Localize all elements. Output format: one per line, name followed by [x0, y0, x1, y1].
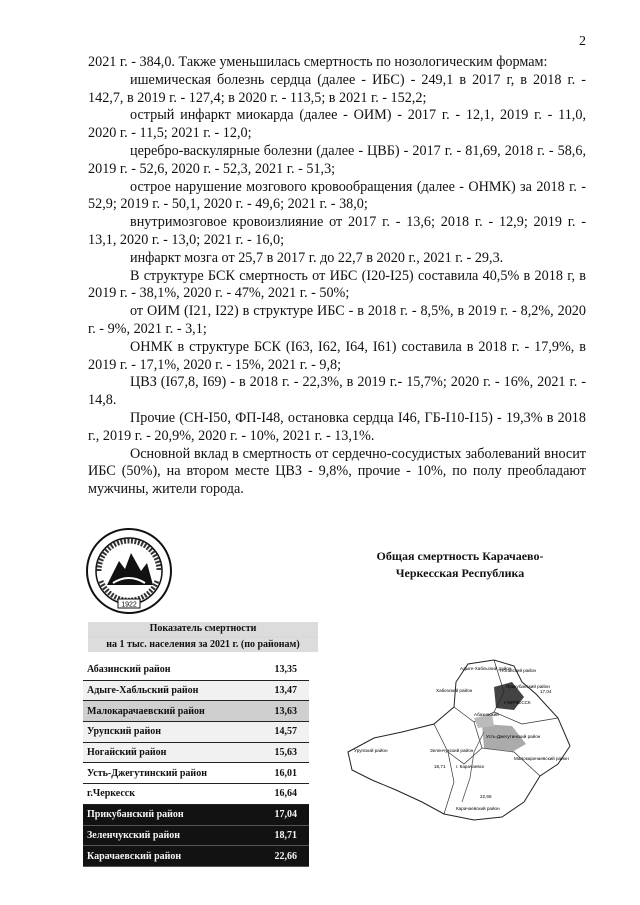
district-mortality-table	[83, 660, 309, 867]
district-name: Малокарачаевский район	[83, 701, 245, 722]
table-row	[83, 701, 309, 722]
map-label-zelen-value: 18,71	[434, 764, 446, 769]
region-map	[344, 652, 576, 822]
paragraph: ишемическая болезнь сердца (далее - ИБС) - 249,1 в 2017 г, в 2018 г. - 142,7, в 2019 г. - 127,4; в 2020 г. - 113,5; в 2021 г. - 152,2;	[88, 71, 586, 106]
district-value: 13,47	[245, 680, 309, 701]
map-label-adyge: Адыге-Хабльский район	[460, 666, 512, 671]
table-row	[83, 784, 309, 805]
map-label-nogay: Ногайский район	[500, 668, 537, 673]
page-number: 2	[579, 34, 586, 49]
table-title	[88, 622, 318, 652]
table-row	[83, 722, 309, 743]
district-name: Зеленчукский район	[83, 825, 245, 846]
district-value: 18,71	[245, 825, 309, 846]
district-value: 16,01	[245, 763, 309, 784]
body-text	[88, 54, 586, 499]
table-row	[83, 680, 309, 701]
table-row	[83, 846, 309, 867]
district-name: Ногайский район	[83, 742, 245, 763]
paragraph: Прочие (СН-I50, ФП-I48, остановка сердца I46, ГБ-I10-I15) - 19,3% в 2018 г., 2019 г. - 20,9%, 2020 г. - 10%, 2021 г. - 13,1%.	[88, 409, 586, 444]
table-row	[83, 742, 309, 763]
district-value: 16,64	[245, 784, 309, 805]
district-value: 13,35	[245, 660, 309, 680]
district-value: 14,57	[245, 722, 309, 743]
table-row	[83, 763, 309, 784]
district-name: Абазинский район	[83, 660, 245, 680]
map-label-karachaevsk: г. Карачаевск	[456, 764, 485, 769]
map-title: Общая смертность Карачаево-Черкесская Республика	[376, 549, 544, 580]
map-label-urup: Урупский район	[354, 748, 388, 753]
district-name: Адыге-Хабльский район	[83, 680, 245, 701]
map-label-prikuban: Прикубанский район	[506, 684, 550, 689]
emblem-year: 1922	[121, 601, 137, 609]
paragraph: 2021 г. - 384,0. Также уменьшилась смертность по нозологическим формам:	[88, 54, 548, 70]
map-label-malokar: Малокарачаевский район	[514, 756, 569, 761]
map-label-karachaev: Карачаевский район	[456, 806, 500, 811]
republic-emblem-logo	[85, 527, 173, 615]
paragraph: ЦВЗ (I67,8, I69) - в 2018 г. - 22,3%, в 2019 г.- 15,7%; 2020 г. - 16%, 2021 г. - 14,8.	[88, 374, 586, 409]
district-name: Карачаевский район	[83, 846, 245, 867]
district-value: 22,66	[245, 846, 309, 867]
paragraph: от ОИМ (I21, I22) в структуре ИБС - в 2018 г. - 8,5%, в 2019 г. - 8,2%, 2020 г. - 9%, 2021 г. - 3,1;	[88, 303, 586, 337]
map-label-khabez: Хабезский район	[436, 688, 473, 693]
map-label-abaza: Абазинский	[474, 712, 499, 717]
map-label-zelen: Зеленчукский район	[430, 748, 474, 753]
paragraph: внутримозговое кровоизлияние от 2017 г. - 13,6; 2018 г. - 12,9; 2019 г. - 13,1, 2020 г. - 13,0; 2021 г. - 16,0;	[88, 214, 586, 248]
paragraph: инфаркт мозга от 25,7 в 2017 г. до 22,7 в 2020 г., 2021 г. - 29,3.	[130, 249, 504, 266]
paragraph: Основной вклад в смертность от сердечно-сосудистых заболеваний вносит ИБС (50%), на втором месте ЦВЗ - 9,8%, прочие - 10%, по полу преобладают мужчины, жители города.	[88, 445, 586, 498]
map-label-ust: Усть-Джегутинский район	[486, 734, 541, 739]
paragraph: церебро-васкулярные болезни (далее - ЦВБ) - 2017 г. - 81,69, 2018 г. - 58,6, 2019 г. - 52,6, 2020 г. - 52,3, 2021 г. - 51,3;	[88, 142, 586, 177]
district-value: 17,04	[245, 804, 309, 825]
table-title-line1: Показатель смертности	[88, 622, 318, 636]
map-label-karachaev-value: 22,66	[480, 794, 492, 799]
district-name: г.Черкесск	[83, 784, 245, 805]
map-label-prikuban-value: 17,04	[540, 689, 552, 694]
district-value: 15,63	[245, 742, 309, 763]
table-row	[83, 660, 309, 680]
paragraph: ОНМК в структуре БСК (I63, I62, I64, I61) составила в 2018 г. - 17,9%, в 2019 г. - 17,1%, 2020 г. - 15%, 2021 г. - 9,8;	[88, 338, 586, 373]
district-value: 13,63	[245, 701, 309, 722]
table-row	[83, 804, 309, 825]
district-name: Усть-Джегутинский район	[83, 763, 245, 784]
table-row	[83, 825, 309, 846]
map-label-cherkessk: г.ЧЕРКЕССК	[504, 700, 531, 705]
paragraph: острый инфаркт миокарда (далее - ОИМ) - 2017 г. - 12,1, 2019 г. - 11,0, 2020 г. - 11,5; 2021 г. - 12,0;	[88, 107, 586, 142]
table-title-line2: на 1 тыс. населения за 2021 г. (по районам)	[88, 638, 318, 652]
district-name: Прикубанский район	[83, 804, 245, 825]
district-name: Урупский район	[83, 722, 245, 743]
paragraph: В структуре БСК смертность от ИБС (I20-I25) составила 40,5% в 2018 г, в 2019 г. - 38,1%, 2020 г. - 47%, 2021 г. - 50%;	[88, 267, 586, 302]
paragraph: острое нарушение мозгового кровообращения (далее - ОНМК) за 2018 г. - 52,9; 2019 г. - 50,1, 2020 г. - 49,6; 2021 г. - 38,0;	[88, 178, 586, 213]
